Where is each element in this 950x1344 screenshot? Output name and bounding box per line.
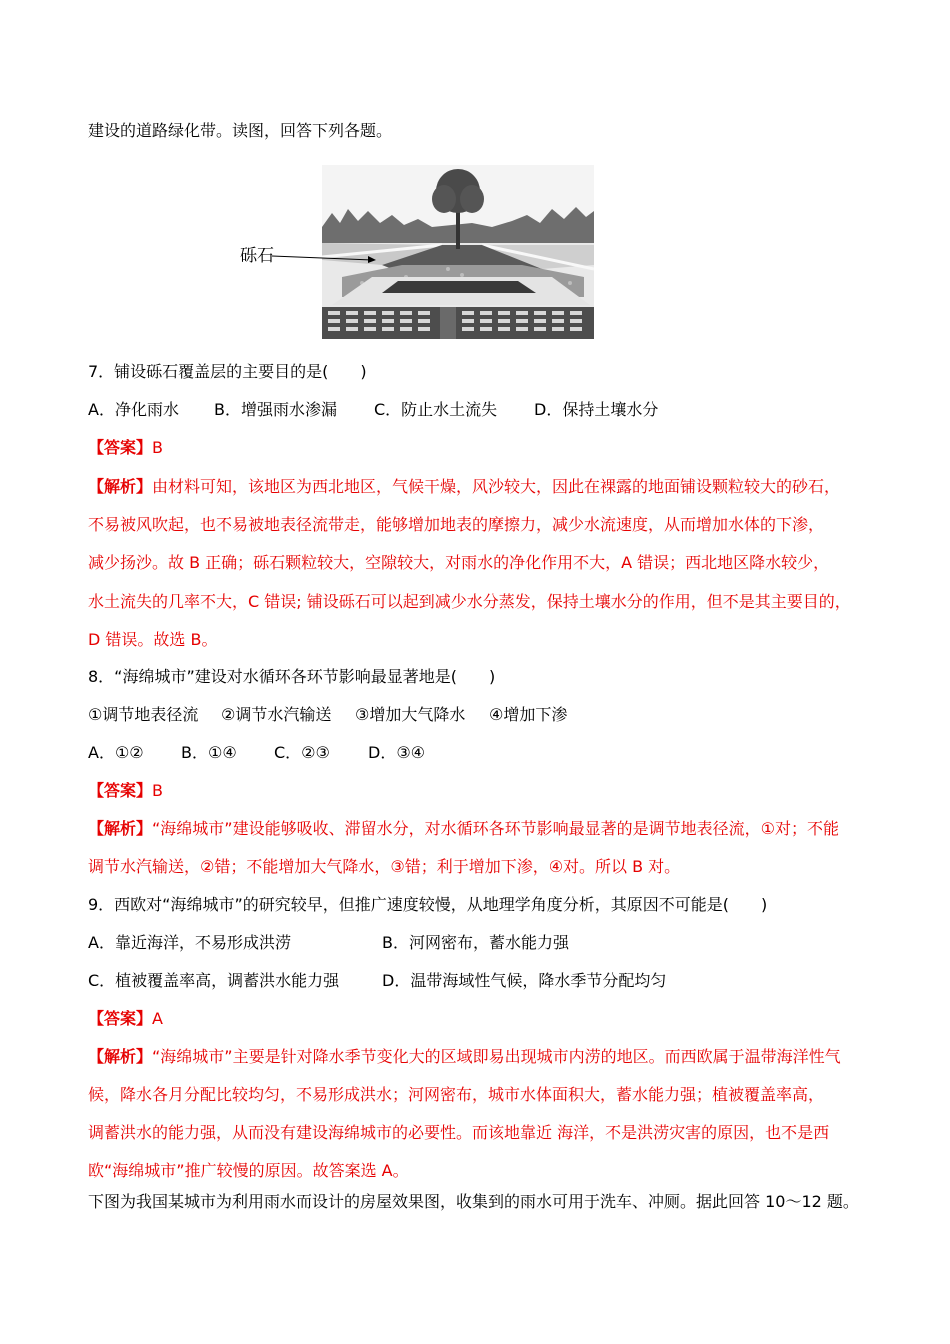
- analysis-tag: 【解析】: [88, 477, 153, 496]
- gravel-pointer-arrow: [272, 250, 382, 266]
- q7-option-d: D．保持土壤水分: [534, 400, 659, 419]
- outro-text: 下图为我国某城市为利用雨水而设计的房屋效果图，收集到的雨水可用于洗车、冲厕。据此回答 10～12 题。: [88, 1192, 859, 1211]
- answer-tag: 【答案】: [88, 438, 153, 457]
- q8-item-1: ①调节地表径流: [88, 705, 199, 724]
- q7-analysis-line-2: 不易被风吹起，也不易被地表径流带走，能够增加地表的摩擦力，减少水流速度，从而增加水体的下渗，: [88, 515, 825, 534]
- analysis-text: “海绵城市”主要是针对降水季节变化大的区域即易出现城市内涝的地区。而西欧属于温带海洋性气: [152, 1047, 841, 1066]
- q9-answer: [88, 1009, 163, 1029]
- q7-analysis-line-4: 水土流失的几率不大，C 错误; 铺设砾石可以起到减少水分蒸发，保持土壤水分的作用，但不是其主要目的，: [88, 592, 851, 611]
- analysis-text: “海绵城市”建设能够吸收、滞留水分，对水循环各环节影响最显著的是调节地表径流，①对；不能: [152, 819, 839, 838]
- q8-analysis-line-1: [88, 819, 839, 839]
- q7-option-b: B．增强雨水渗漏: [214, 400, 337, 419]
- gravel-label: 砾石: [240, 246, 274, 266]
- intro-text: 建设的道路绿化带。读图，回答下列各题。: [88, 121, 393, 140]
- q9-option-c: C．植被覆盖率高，调蓄洪水能力强: [88, 971, 340, 990]
- answer-value: B: [152, 781, 163, 800]
- q7-analysis-line-5: D 错误。故选 B。: [88, 630, 218, 649]
- q9-analysis-line-1: [88, 1047, 841, 1067]
- answer-value: B: [152, 438, 163, 457]
- q8-item-3: ③增加大气降水: [355, 705, 466, 724]
- q8-option-a: A．①②: [88, 743, 144, 762]
- answer-tag: 【答案】: [88, 781, 153, 800]
- q9-option-d: D．温带海域性气候，降水季节分配均匀: [382, 971, 667, 990]
- answer-tag: 【答案】: [88, 1009, 153, 1028]
- analysis-tag: 【解析】: [88, 819, 153, 838]
- q9-stem: 9．西欧对“海绵城市”的研究较早，但推广速度较慢，从地理学角度分析，其原因不可能是( ): [88, 895, 768, 914]
- answer-value: A: [152, 1009, 163, 1028]
- q7-option-a: A．净化雨水: [88, 400, 179, 419]
- q8-option-b: B．①④: [181, 743, 237, 762]
- q8-analysis-line-2: 调节水汽输送，②错；不能增加大气降水，③错；利于增加下渗，④对。所以 B 对。: [88, 857, 681, 876]
- q8-option-c: C．②③: [274, 743, 330, 762]
- q8-answer: [88, 781, 163, 801]
- q7-option-c: C．防止水土流失: [374, 400, 498, 419]
- q8-stem: 8．“海绵城市”建设对水循环各环节影响最显著地是( ): [88, 667, 496, 686]
- q9-analysis-line-4: 欧“海绵城市”推广较慢的原因。故答案选 A。: [88, 1161, 409, 1180]
- q8-item-2: ②调节水汽输送: [221, 705, 332, 724]
- analysis-tag: 【解析】: [88, 1047, 153, 1066]
- q7-analysis-line-1: [88, 477, 840, 497]
- q9-analysis-line-2: 候，降水各月分配比较均匀，不易形成洪水；河网密布，城市水体面积大，蓄水能力强；植被覆盖率高，: [88, 1085, 825, 1104]
- q7-analysis-line-3: 减少扬沙。故 B 正确；砾石颗粒较大，空隙较大，对雨水的净化作用不大，A 错误；西北地区降水较少，: [88, 553, 830, 572]
- q9-option-b: B．河网密布，蓄水能力强: [382, 933, 569, 952]
- q9-analysis-line-3: 调蓄洪水的能力强，从而没有建设海绵城市的必要性。而该地靠近 海洋，不是洪涝灾害的原因，也不是西: [88, 1123, 830, 1142]
- q7-answer: [88, 438, 163, 458]
- q9-option-a: A．靠近海洋，不易形成洪涝: [88, 933, 291, 952]
- q7-stem: 7．铺设砾石覆盖层的主要目的是( ): [88, 362, 367, 381]
- q8-item-4: ④增加下渗: [489, 705, 568, 724]
- analysis-text: 由材料可知，该地区为西北地区，气候干燥，风沙较大，因此在裸露的地面铺设颗粒较大的砂石，: [152, 477, 841, 496]
- q8-option-d: D．③④: [368, 743, 426, 762]
